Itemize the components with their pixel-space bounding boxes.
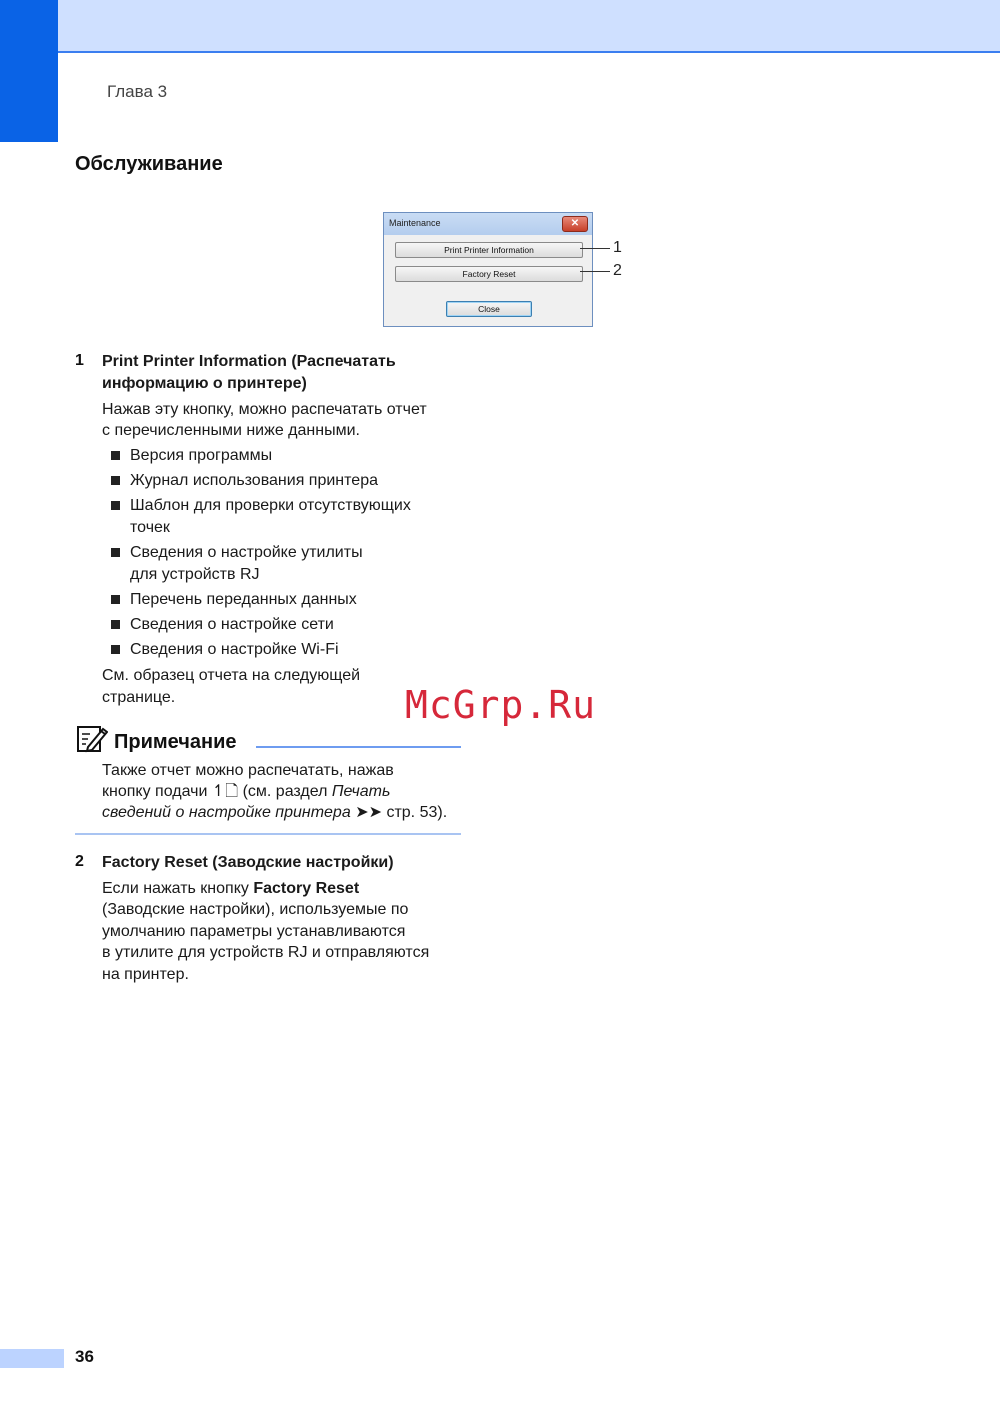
callout-number-1: 1 [613, 239, 622, 256]
note-text: кнопку подачи [102, 783, 208, 800]
note-text: (см. раздел [238, 783, 332, 800]
bullet-item: Сведения о настройке Wi-Fi [130, 641, 339, 658]
bullet-item-continuation: для устройств RJ [130, 566, 260, 583]
callout-number-2: 2 [613, 262, 622, 279]
note-line2 [102, 781, 390, 803]
bullet-marker [111, 595, 120, 604]
item2-line2: (Заводские настройки), используемые по [102, 901, 409, 918]
bullet-marker [111, 501, 120, 510]
note-text: стр. 53). [382, 804, 448, 821]
close-icon[interactable]: ✕ [562, 216, 588, 232]
bullet-marker [111, 451, 120, 460]
header-rule [58, 51, 1000, 53]
bullet-marker [111, 548, 120, 557]
item2-bold-text: Factory Reset [253, 880, 360, 897]
item1-after-line1: См. образец отчета на следующей [102, 667, 361, 684]
callout-line-1 [580, 248, 610, 249]
note-rule-bottom [75, 833, 461, 835]
print-printer-information-button[interactable]: Print Printer Information [395, 242, 583, 258]
note-title: Примечание [114, 731, 237, 753]
maintenance-dialog [383, 212, 593, 327]
item2-text: Если нажать кнопку [102, 880, 254, 897]
bullet-item-continuation: точек [130, 519, 170, 536]
dialog-title: Maintenance [389, 218, 441, 228]
item1-desc-line2: с перечисленными ниже данными. [102, 422, 360, 439]
page-number: 36 [75, 1347, 94, 1366]
page-reference-arrows-icon: ➤➤ [355, 804, 382, 821]
item1-desc-line1: Нажав эту кнопку, можно распечатать отчет [102, 401, 427, 418]
bullet-item: Журнал использования принтера [130, 472, 378, 489]
footer-band [0, 1349, 64, 1368]
bullet-marker [111, 620, 120, 629]
item-number-2: 2 [75, 853, 84, 870]
item2-line5: на принтер. [102, 966, 189, 983]
note-link-text: Печать [331, 783, 391, 800]
callout-line-2 [580, 271, 610, 272]
bullet-marker [111, 645, 120, 654]
chapter-label: Глава 3 [107, 82, 168, 101]
note-pencil-icon [76, 723, 108, 755]
bullet-marker [111, 476, 120, 485]
item2-line1 [102, 878, 359, 900]
bullet-item: Шаблон для проверки отсутствующих [130, 497, 411, 514]
note-line1: Также отчет можно распечатать, нажав [102, 762, 394, 779]
item2-line3: умолчанию параметры устанавливаются [102, 923, 406, 940]
bullet-item: Сведения о настройке сети [130, 616, 334, 633]
note-rule-top [256, 746, 461, 748]
item2-line4: в утилите для устройств RJ и отправляются [102, 944, 430, 961]
chapter-tab [0, 0, 58, 142]
dialog-titlebar [384, 213, 592, 235]
item1-title-line2: информацию о принтере) [102, 375, 307, 392]
bullet-item: Перечень переданных данных [130, 591, 357, 608]
bullet-item: Версия программы [130, 447, 273, 464]
item2-title: Factory Reset (Заводские настройки) [102, 854, 394, 871]
note-link-text: сведений о настройке принтера [102, 804, 351, 821]
factory-reset-button[interactable]: Factory Reset [395, 266, 583, 282]
watermark-logo: McGrp.Ru [405, 683, 597, 727]
section-title: Обслуживание [75, 153, 223, 175]
item-number-1: 1 [75, 352, 84, 369]
item1-title-line1: Print Printer Information (Распечатать [102, 353, 396, 370]
bullet-item: Сведения о настройке утилиты [130, 544, 363, 561]
header-band [0, 0, 1000, 52]
item1-after-line2: странице. [102, 689, 176, 706]
close-button[interactable]: Close [446, 301, 532, 317]
feed-button-icon: ↿🗋 [211, 783, 239, 800]
note-line3 [102, 802, 447, 824]
